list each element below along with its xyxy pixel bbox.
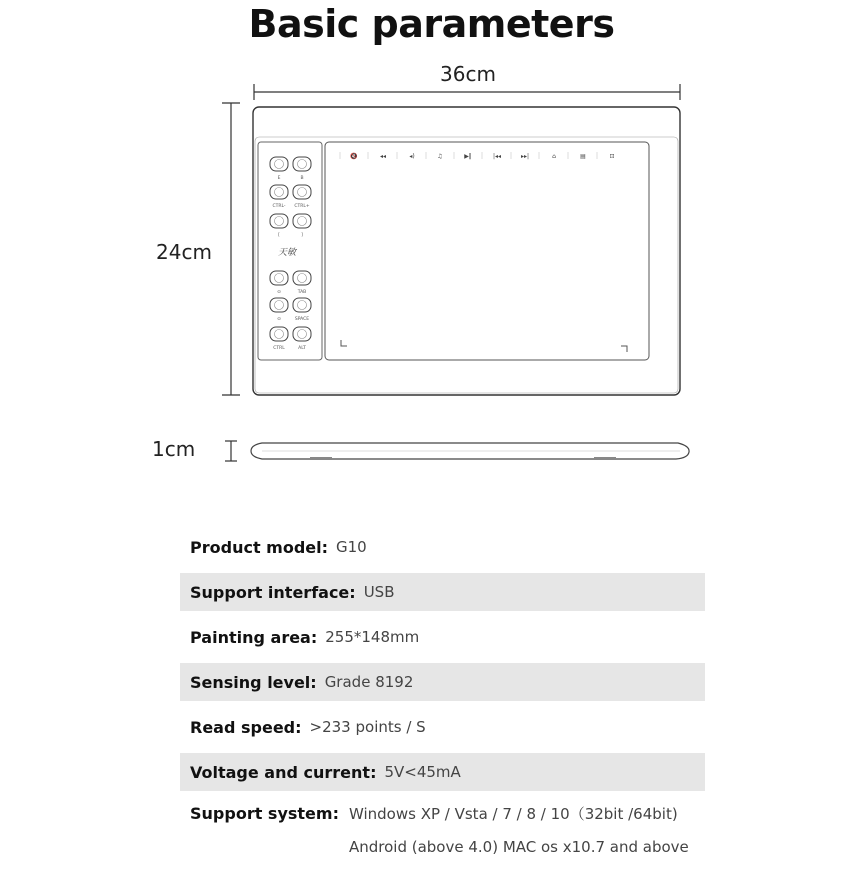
spec-row (180, 573, 705, 611)
side-foot-right (594, 457, 616, 460)
spec-row (180, 663, 705, 701)
tablet-logo: 天敏 (278, 248, 297, 258)
spec-label: Support interface: (190, 582, 356, 602)
spec-value: 5V<45mA (384, 763, 461, 781)
spec-row (180, 753, 705, 791)
express-key-label: CTRL (273, 346, 285, 351)
express-key-label: E (277, 176, 281, 181)
spec-label: Painting area: (190, 627, 318, 647)
express-key-button[interactable] (293, 327, 311, 341)
shortcut-icon[interactable]: 🔇 (350, 153, 358, 160)
express-key-label: ALT (298, 346, 306, 351)
shortcut-icon[interactable]: |◂◂ (492, 153, 502, 160)
express-key-button[interactable] (293, 157, 311, 171)
shortcut-icon[interactable]: ▶‖ (464, 153, 472, 160)
spec-value: 255*148mm (325, 628, 420, 646)
express-key-label: ⊙ (277, 290, 281, 295)
width-dimension-label: 36cm (440, 62, 496, 86)
support-system-values (339, 804, 689, 862)
spec-row (180, 708, 705, 746)
express-key-label: TAB (297, 290, 307, 295)
spec-value: Android (above 4.0) MAC os x10.7 and above (348, 838, 689, 856)
express-key-label: B (300, 176, 304, 181)
express-key-label: ⊙ (277, 317, 281, 322)
spec-value: Windows XP / Vsta / 7 / 8 / 10（32bit /64bit) (348, 805, 678, 823)
spec-label: Product model: (190, 537, 329, 557)
express-key-label: [ (278, 233, 280, 238)
express-key-button[interactable] (293, 185, 311, 199)
spec-value: USB (363, 583, 395, 601)
depth-dimension-label: 1cm (152, 437, 196, 461)
express-key-button[interactable] (293, 214, 311, 228)
express-key-label: CTRL- (272, 204, 286, 209)
shortcut-icon[interactable]: ⊡ (609, 153, 615, 160)
express-key-button[interactable] (270, 298, 288, 312)
express-key-label: CTRL+ (294, 204, 310, 209)
shortcut-icon[interactable]: ◂) (409, 153, 415, 160)
spec-row (180, 528, 705, 566)
width-dimension-line (254, 84, 680, 100)
express-key-button[interactable] (270, 185, 288, 199)
express-key-label: SPACE (294, 317, 310, 322)
spec-label: Support system: (190, 804, 339, 823)
shortcut-icon[interactable]: ▤ (580, 153, 586, 160)
spec-row-support-system (180, 798, 705, 876)
express-key-button[interactable] (270, 271, 288, 285)
depth-dimension-line (225, 441, 237, 461)
tablet-active-area (325, 142, 649, 360)
express-key-button[interactable] (270, 214, 288, 228)
height-dimension-label: 24cm (156, 240, 212, 264)
shortcut-icon[interactable]: ♫ (437, 153, 443, 160)
shortcut-icon[interactable]: ▸▸| (520, 153, 530, 160)
express-key-button[interactable] (270, 327, 288, 341)
spec-label: Voltage and current: (190, 762, 377, 782)
spec-row (180, 618, 705, 656)
shortcut-icon[interactable]: ◂◂ (379, 153, 387, 160)
express-key-label: ] (301, 233, 303, 238)
spec-label: Sensing level: (190, 672, 317, 692)
spec-label: Read speed: (190, 717, 302, 737)
page-title: Basic parameters (248, 2, 615, 46)
side-foot-left (310, 457, 332, 460)
spec-value: G10 (336, 538, 367, 556)
spec-value: >233 points / S (309, 718, 426, 736)
spec-table (180, 528, 705, 883)
height-dimension-line (222, 103, 240, 395)
express-key-button[interactable] (270, 157, 288, 171)
shortcut-icon[interactable]: ⌂ (552, 153, 556, 160)
spec-value: Grade 8192 (324, 673, 414, 691)
express-key-button[interactable] (293, 271, 311, 285)
express-key-button[interactable] (293, 298, 311, 312)
